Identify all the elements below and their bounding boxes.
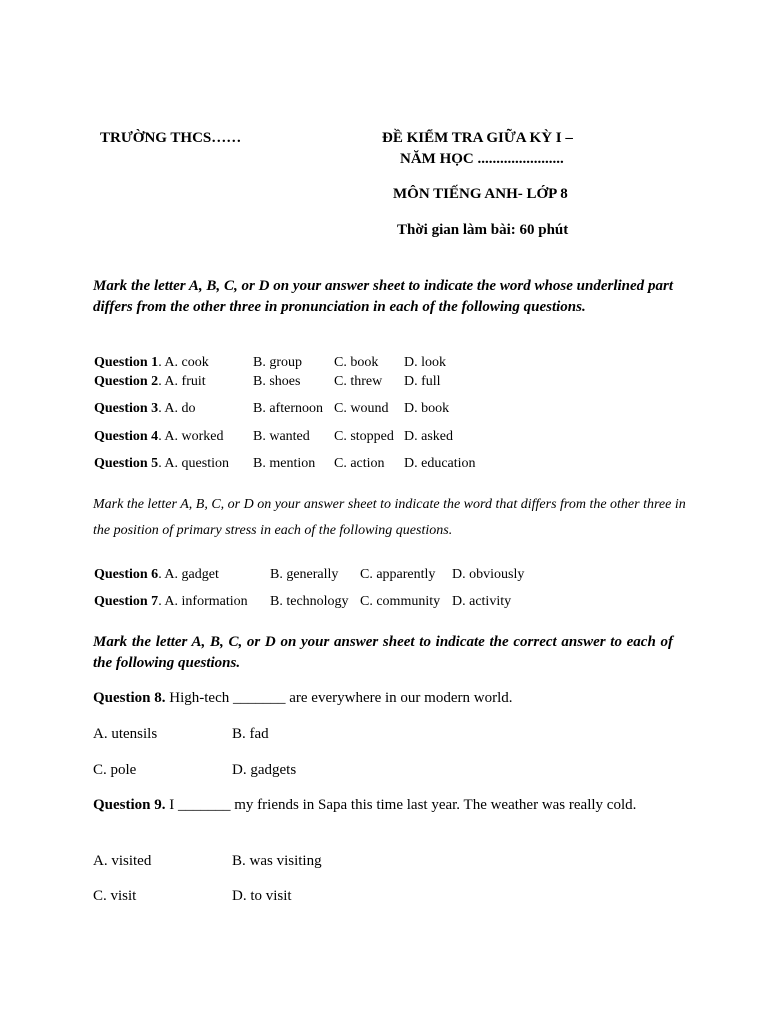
- question-label: Question 7: [94, 594, 159, 609]
- exam-title-line1: ĐỀ KIỂM TRA GIỮA KỲ I –: [382, 130, 573, 146]
- option-b: B. mention: [253, 456, 316, 471]
- question-9: [93, 795, 675, 816]
- option-c: C. book: [334, 355, 379, 370]
- subject-title: MÔN TIẾNG ANH- LỚP 8: [393, 186, 568, 202]
- question-8: [93, 688, 675, 709]
- option-d: D. obviously: [452, 567, 525, 582]
- option-d: D. activity: [452, 594, 512, 609]
- question-label: Question 6: [94, 567, 159, 582]
- option-a: . A. question: [158, 456, 229, 471]
- section2-instruction: Mark the letter A, B, C, or D on your answer sheet to indicate the word that differs from the other three in the position of primary stress in each of the following questions.: [93, 497, 686, 538]
- question-label: Question 5: [94, 456, 159, 471]
- question-7: [94, 592, 248, 611]
- question-5: [94, 454, 229, 473]
- option-d: D. education: [404, 456, 476, 471]
- option-b: B. wanted: [253, 429, 310, 444]
- question-4: [94, 427, 224, 446]
- option-c: C. action: [334, 456, 385, 471]
- option-c: C. wound: [334, 401, 389, 416]
- option-a: . A. fruit: [158, 374, 206, 389]
- question-2: [94, 372, 206, 391]
- option-b: B. group: [253, 355, 302, 370]
- question-label: Question 3: [94, 401, 159, 416]
- option-a: . A. do: [158, 401, 196, 416]
- option-b: B. fad: [232, 726, 269, 742]
- question-stem: High-tech _______ are everywhere in our modern world.: [165, 690, 513, 706]
- option-b: B. technology: [270, 594, 349, 609]
- question-1: [94, 353, 209, 372]
- school-name: TRƯỜNG THCS……: [100, 130, 242, 146]
- question-label: Question 1: [94, 355, 159, 370]
- question-6: [94, 565, 219, 584]
- question-label: Question 4: [94, 429, 159, 444]
- option-a: A. utensils: [93, 726, 158, 742]
- option-d: D. full: [404, 374, 441, 389]
- time-allowed: Thời gian làm bài: 60 phút: [397, 222, 569, 238]
- section1-instruction: Mark the letter A, B, C, or D on your answer sheet to indicate the word whose underlined part differs from the other three in pronunciation in each of the following questions.: [93, 278, 673, 315]
- option-a: . A. worked: [158, 429, 224, 444]
- option-c: C. stopped: [334, 429, 394, 444]
- option-b: B. was visiting: [232, 853, 322, 869]
- question-label: Question 9.: [93, 797, 166, 813]
- option-c: C. community: [360, 594, 441, 609]
- option-d: D. gadgets: [232, 762, 297, 778]
- option-c: C. pole: [93, 762, 137, 778]
- option-a: A. visited: [93, 853, 152, 869]
- question-stem: I _______ my friends in Sapa this time last year. The weather was really cold.: [165, 797, 637, 813]
- option-d: D. look: [404, 355, 446, 370]
- option-d: D. book: [404, 401, 450, 416]
- option-a: . A. gadget: [158, 567, 219, 582]
- option-d: D. to visit: [232, 888, 292, 904]
- option-c: C. apparently: [360, 567, 436, 582]
- option-d: D. asked: [404, 429, 453, 444]
- option-c: C. visit: [93, 888, 137, 904]
- option-b: B. afternoon: [253, 401, 323, 416]
- question-3: [94, 399, 196, 418]
- option-b: B. shoes: [253, 374, 301, 389]
- question-label: Question 2: [94, 374, 159, 389]
- option-a: . A. information: [158, 594, 248, 609]
- option-c: C. threw: [334, 374, 383, 389]
- exam-title-line2: NĂM HỌC .......................: [400, 151, 564, 167]
- question-label: Question 8.: [93, 690, 166, 706]
- section3-instruction: Mark the letter A, B, C, or D on your answer sheet to indicate the correct answer to each of the following questions.: [93, 634, 673, 671]
- option-a: . A. cook: [158, 355, 209, 370]
- option-b: B. generally: [270, 567, 339, 582]
